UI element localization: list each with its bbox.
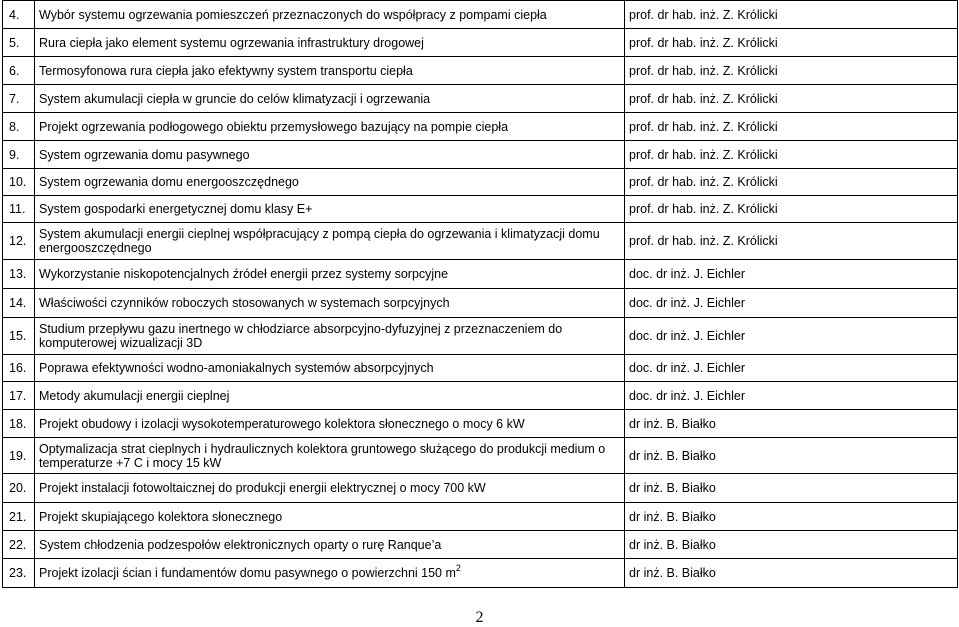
thesis-topic-text: Rura ciepła jako element systemu ogrzewania infrastruktury drogowej — [39, 35, 424, 50]
table-row — [3, 1, 958, 29]
supervisor: dr inż. B. Białko — [625, 410, 958, 438]
row-number: 22. — [3, 531, 35, 559]
table-row — [3, 57, 958, 85]
thesis-topic — [35, 474, 625, 503]
table-row — [3, 260, 958, 289]
row-number: 18. — [3, 410, 35, 438]
thesis-topic-text: Projekt instalacji fotowoltaicznej do produkcji energii elektrycznej o mocy 700 kW — [39, 481, 486, 495]
supervisor: doc. dr inż. J. Eichler — [625, 260, 958, 289]
row-number: 23. — [3, 559, 35, 588]
thesis-topic-text: Optymalizacja strat cieplnych i hydraulicznych kolektora gruntowego służącego do produkcji medium o temperaturze +7 C i mocy 15 kW — [39, 441, 606, 470]
table-row — [3, 382, 958, 410]
thesis-topic — [35, 260, 625, 289]
thesis-topic-text: System akumulacji energii cieplnej współpracujący z pompą ciepła do ogrzewania i klimatyzacji domu energooszczędnego — [39, 227, 600, 255]
thesis-topic — [35, 29, 625, 57]
thesis-topic-text: Termosyfonowa rura ciepła jako efektywny system transportu ciepła — [39, 63, 413, 78]
thesis-topic — [35, 57, 625, 85]
thesis-topic — [35, 169, 625, 196]
thesis-topic-text: Projekt izolacji ścian i fundamentów domu pasywnego o powierzchni 150 m — [39, 566, 456, 580]
row-number: 10. — [3, 169, 35, 196]
supervisor: prof. dr hab. inż. Z. Królicki — [625, 113, 958, 141]
supervisor: dr inż. B. Białko — [625, 531, 958, 559]
table-row — [3, 531, 958, 559]
table-row — [3, 113, 958, 141]
supervisor: prof. dr hab. inż. Z. Królicki — [625, 223, 958, 260]
table-row — [3, 474, 958, 503]
supervisor: dr inż. B. Białko — [625, 559, 958, 588]
thesis-topic-text: System ogrzewania domu pasywnego — [39, 147, 250, 162]
thesis-topic-text: Właściwości czynników roboczych stosowanych w systemach sorpcyjnych — [39, 296, 450, 310]
supervisor: doc. dr inż. J. Eichler — [625, 289, 958, 318]
thesis-topic — [35, 410, 625, 438]
table-row — [3, 410, 958, 438]
thesis-topic — [35, 141, 625, 169]
supervisor: doc. dr inż. J. Eichler — [625, 318, 958, 355]
table-row — [3, 318, 958, 355]
table-row — [3, 196, 958, 223]
supervisor: dr inż. B. Białko — [625, 474, 958, 503]
supervisor: doc. dr inż. J. Eichler — [625, 355, 958, 382]
supervisor: prof. dr hab. inż. Z. Królicki — [625, 85, 958, 113]
table-row — [3, 438, 958, 474]
thesis-topic — [35, 223, 625, 260]
table-row — [3, 29, 958, 57]
row-number: 11. — [3, 196, 35, 223]
thesis-topic — [35, 355, 625, 382]
row-number: 6. — [3, 57, 35, 85]
supervisor: dr inż. B. Białko — [625, 438, 958, 474]
page-number: 2 — [475, 609, 484, 626]
table-row — [3, 289, 958, 318]
table-row — [3, 85, 958, 113]
thesis-topic — [35, 318, 625, 355]
thesis-topic-text: Wykorzystanie niskopotencjalnych źródeł energii przez systemy sorpcyjne — [39, 267, 449, 281]
supervisor: prof. dr hab. inż. Z. Królicki — [625, 196, 958, 223]
row-number: 8. — [3, 113, 35, 141]
thesis-topic-text: System gospodarki energetycznej domu klasy E+ — [39, 202, 313, 216]
thesis-topic-text: System chłodzenia podzespołów elektronicznych oparty o rurę Ranque’a — [39, 537, 442, 552]
row-number: 9. — [3, 141, 35, 169]
thesis-topic — [35, 503, 625, 531]
table-row — [3, 141, 958, 169]
thesis-topic — [35, 382, 625, 410]
row-number: 7. — [3, 85, 35, 113]
thesis-topic-text: System ogrzewania domu energooszczędnego — [39, 175, 299, 189]
table-row — [3, 169, 958, 196]
table-row — [3, 559, 958, 588]
row-number: 17. — [3, 382, 35, 410]
thesis-topic-text: System akumulacji ciepła w gruncie do celów klimatyzacji i ogrzewania — [39, 91, 431, 106]
thesis-topic — [35, 196, 625, 223]
supervisor: prof. dr hab. inż. Z. Królicki — [625, 57, 958, 85]
thesis-topic — [35, 85, 625, 113]
topics-table — [2, 0, 958, 588]
table-row — [3, 223, 958, 260]
row-number: 20. — [3, 474, 35, 503]
thesis-topic-text: Wybór systemu ogrzewania pomieszczeń przeznaczonych do współpracy z pompami ciepła — [39, 7, 547, 22]
row-number: 4. — [3, 1, 35, 29]
thesis-topic-text: Metody akumulacji energii cieplnej — [39, 388, 230, 403]
supervisor: prof. dr hab. inż. Z. Królicki — [625, 1, 958, 29]
superscript-exponent: 2 — [455, 563, 461, 573]
thesis-topic — [35, 559, 625, 588]
table-row — [3, 355, 958, 382]
thesis-topic — [35, 438, 625, 474]
topics-table-body — [3, 1, 958, 588]
row-number: 16. — [3, 355, 35, 382]
thesis-topic-text: Projekt obudowy i izolacji wysokotemperaturowego kolektora słonecznego o mocy 6 kW — [39, 416, 525, 431]
thesis-topic — [35, 531, 625, 559]
row-number: 21. — [3, 503, 35, 531]
row-number: 19. — [3, 438, 35, 474]
supervisor: prof. dr hab. inż. Z. Królicki — [625, 29, 958, 57]
row-number: 13. — [3, 260, 35, 289]
supervisor: prof. dr hab. inż. Z. Królicki — [625, 169, 958, 196]
supervisor: doc. dr inż. J. Eichler — [625, 382, 958, 410]
table-row — [3, 503, 958, 531]
thesis-topic-text: Projekt skupiającego kolektora słonecznego — [39, 509, 283, 524]
thesis-topic-text: Projekt ogrzewania podłogowego obiektu przemysłowego bazujący na pompie ciepła — [39, 119, 509, 134]
thesis-topic — [35, 1, 625, 29]
row-number: 5. — [3, 29, 35, 57]
thesis-topic-text: Poprawa efektywności wodno-amoniakalnych systemów absorpcyjnych — [39, 361, 434, 375]
supervisor: dr inż. B. Białko — [625, 503, 958, 531]
thesis-topic — [35, 113, 625, 141]
thesis-topic-text: Studium przepływu gazu inertnego w chłodziarce absorpcyjno-dyfuzyjnej z przeznaczeniem do komputerowej wizualizacji 3D — [39, 322, 563, 350]
thesis-topic — [35, 289, 625, 318]
row-number: 15. — [3, 318, 35, 355]
row-number: 12. — [3, 223, 35, 260]
row-number: 14. — [3, 289, 35, 318]
supervisor: prof. dr hab. inż. Z. Królicki — [625, 141, 958, 169]
